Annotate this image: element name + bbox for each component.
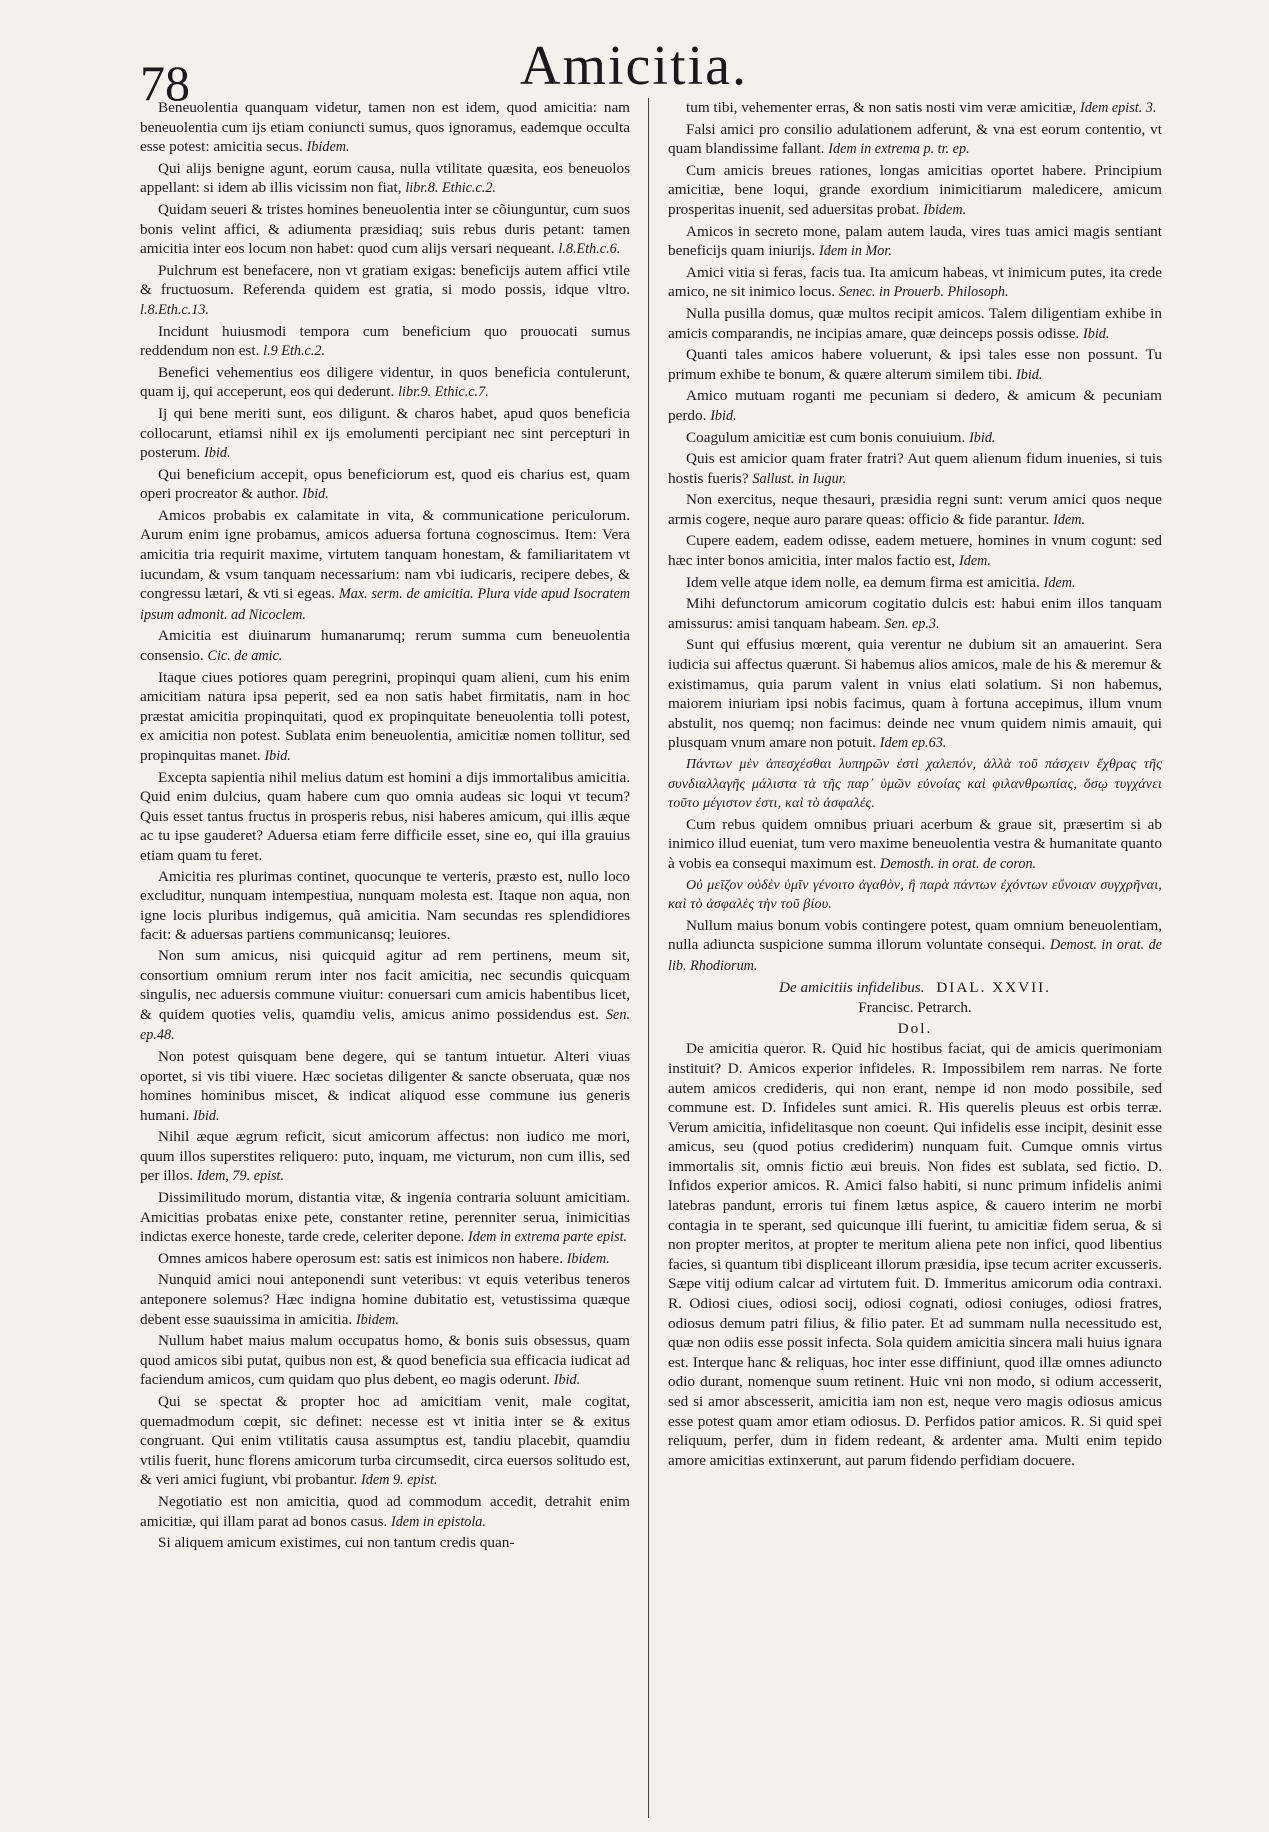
entry-source: Ibid.: [193, 1107, 220, 1124]
page-number: 78: [140, 55, 190, 111]
entry-source: Idem.: [1043, 574, 1076, 591]
entry-paragraph: [140, 867, 630, 945]
entry-text: Amicos in secreto mone, palam autem lauda, vires tuas amici magis sentiant beneficijs quam iniurijs.: [668, 222, 1162, 260]
entry-text: Negotiatio est non amicitia, quod ad commodum accedit, detrahit enim amicitiæ, qui illam parat ad bonos casus.: [140, 1492, 630, 1530]
entry-text: Quis est amicior quam frater fratri? Aut quem alienum fidum inuenies, si tuis hostis fueris?: [668, 450, 1162, 487]
entry-text: Nullum habet maius malum occupatus homo, & bonis suis obsessus, quam quod amicos sibi putat, quibus non est, & quod beneficia sua efficacia iudicat ad faciendum amicos, cum quidam quo plus debent, eo magis oderunt.: [140, 1332, 630, 1389]
entry-paragraph: [140, 1270, 630, 1330]
entry-source: Senec. in Prouerb. Philosoph.: [838, 284, 1009, 301]
entry-paragraph: [140, 1249, 630, 1270]
entry-text: Ij qui bene meriti sunt, eos diligunt. & charos habet, apud quos beneficia collocarunt, etiamsi nihil ex ijs emolumenti percipiant nec sint percepturi in posterum.: [140, 404, 630, 462]
entry-text: Qui alijs benigne agunt, eorum causa, nulla vtilitate quæsita, eos beneuolos appellant: si idem ab illis vicissim non fiat,: [140, 159, 630, 197]
entry-text: Beneuolentia quanquam videtur, tamen non est idem, quod amicitia: nam beneuolentia cum ijs etiam coniuncti sumus, quos ignoramus, eademque occulta esse potest: amicitia secus.: [140, 99, 630, 156]
entry-source: Ibid.: [1016, 366, 1043, 383]
entry-text: Amicitia res plurimas continet, quocunque te verteris, præsto est, nullo loco excluditur, nunquam intempestiua, nunquam molesta est. Itaque non aqua, non igne locis pluribus indigemus, quã amicitia. Nam secundas res splendidiores facit: & aduersas partiens communicansq; leuiores.: [140, 867, 630, 944]
entry-paragraph: [668, 490, 1162, 530]
entry-text: Falsi amici pro consilio adulationem adferunt, & vna est eorum contentio, vt quam blandissime fallant.: [668, 120, 1162, 158]
entry-text: Nunquid amici noui anteponendi sunt veteribus: vt equis veteribus teneros anteponere solemus? Hæc indigna homine dubitatio est, vetustissima quæque debent esse suauissima in amicitia.: [140, 1271, 630, 1328]
entry-text: tum tibi, vehementer erras, & non satis nosti vim veræ amicitiæ,: [686, 99, 1077, 116]
entry-source: Sen. ep.3.: [884, 615, 940, 632]
entry-text: Coagulum amicitiæ est cum bonis conuiuium.: [686, 428, 966, 446]
entry-text: Πάντων μὲν ἀπεσχέσθαι λυπηρῶν ἐστὶ χαλεπόν, ἀλλὰ τοῦ πάσχειν ἔχθρας τῆς συνδιαλλαγῆς μάλιστα τὰ τῆς παρ᾽ ὑμῶν εὐνοίας καὶ φιλανθρωπίας, ὅσῳ τυγχάνει τοῦτο μέγιστον ἐστι, καὶ τὸ ἀσφαλές.: [668, 757, 1162, 812]
entry-text: Idem velle atque idem nolle, ea demum firma est amicitia.: [686, 573, 1040, 591]
entry-source: Ibid.: [1083, 325, 1110, 342]
entry-source: Ibidem.: [355, 1311, 399, 1328]
dialogue-heading: [668, 978, 1162, 998]
entry-text: Cupere eadem, eadem odisse, eadem metuere, homines in vnum cogunt: sed hæc inter bonos amicitia, inter malos factio est,: [668, 532, 1162, 570]
entry-text: Non potest quisquam bene degere, qui se tantum intuetur. Alteri viuas oportet, si vis tibi viuere. Hæc societas diligenter & sancte obseruata, quæ nos homines hominibus miscet, & indicat aliquod esse commune ius generis humani.: [140, 1047, 630, 1124]
entry-paragraph: [140, 668, 630, 767]
dialogue-author: Francisc. Petrarch.: [858, 999, 972, 1017]
entry-source: Ibid.: [204, 445, 231, 462]
right-column: [668, 98, 1162, 1828]
entry-paragraph: [668, 449, 1162, 489]
entry-source: Ibidem.: [923, 201, 967, 218]
entry-source: Idem ep.63.: [879, 735, 947, 752]
entry-paragraph: [140, 626, 630, 666]
entry-source: Ibidem.: [566, 1250, 610, 1267]
entry-source: Ibid.: [710, 407, 737, 424]
entry-source: Ibidem.: [306, 139, 350, 156]
dialogue-body: [668, 1039, 1162, 1470]
entry-text: Amici vitia si feras, facis tua. Ita amicum habeas, vt inimicum putes, ita crede amico, ne sit inimico locus.: [668, 263, 1162, 301]
entry-paragraph: [140, 768, 630, 866]
entry-paragraph: [140, 261, 630, 321]
entry-source: Idem in extrema parte epist.: [468, 1229, 628, 1246]
entry-text: Οὐ μεῖζον οὐδὲν ὑμῖν γένοιτο ἀγαθὸν, ἢ παρὰ πάντων ἐχόντων εὔνοιαν συγχρῆναι, καὶ τὸ ἀσφαλὲς τὴν τοῦ βίου.: [668, 877, 1162, 913]
entry-source: libr.8. Ethic.c.2.: [405, 180, 496, 197]
entry-paragraph: [668, 916, 1162, 977]
entry-paragraph: [668, 815, 1162, 875]
entry-paragraph: [140, 1127, 630, 1187]
entry-text: Cum amicis breues rationes, longas amicitias oportet habere. Principium amicitiæ, bene loqui, grande exordium inimicitiarum maledicere, amicum prosperitas inuenit, sed aduersitas probat.: [668, 161, 1162, 218]
entry-source: libr.9. Ethic.c.7.: [398, 384, 489, 401]
entry-source: Sen. ep.48.: [140, 1006, 630, 1044]
entry-paragraph: [140, 946, 630, 1046]
entry-text: Mihi defunctorum amicorum cogitatio dulcis est: habui enim illos tanquam amissurus: amisi tanquam habeam.: [668, 595, 1162, 632]
right-column-entries: [668, 98, 1162, 977]
entry-text: Nihil æque ægrum reficit, sicut amicorum affectus: non iudico me mori, quum illos superstites reliquero: puto, inquam, me victurum, non cum illis, sed per illos.: [140, 1128, 630, 1185]
entry-paragraph: [140, 1331, 630, 1391]
entry-paragraph: [668, 222, 1162, 262]
entry-paragraph: [668, 531, 1162, 571]
entry-text: Itaque ciues potiores quam peregrini, propinqui quam alieni, cum his enim amicitiam natura ipsa peperit, sed ea non satis habet firmitatis, nam in hoc præstat amicitia propinquitati, quod ex propinquitate beneuolentia tolli potest, ex amicitia non potest. Sublata enim beneuolentia, amicitiæ nomen tollitur, sed propinquitas manet.: [140, 668, 630, 764]
entry-text: Benefici vehementius eos diligere videntur, in quos beneficia contulerunt, quam ij, qui acceperunt, eos qui dederunt.: [140, 363, 630, 401]
entry-text: Amico mutuam roganti me pecuniam si dedero, & amicum & pecuniam perdo.: [668, 387, 1162, 424]
entry-text: Si aliquem amicum existimes, cui non tantum credis quan-: [158, 1534, 515, 1552]
entry-paragraph: [668, 345, 1162, 385]
running-head: Amicitia.: [520, 35, 748, 97]
entry-text: Amicitia est diuinarum humanarumq; rerum summa cum beneuolentia consensio.: [140, 627, 630, 665]
entry-paragraph: [140, 159, 630, 199]
entry-paragraph: [140, 98, 630, 158]
entry-paragraph: [140, 506, 630, 626]
entry-source: Idem in Mor.: [819, 243, 892, 260]
entry-text: Cum rebus quidem omnibus priuari acerbum & graue sit, præsertim si ab inimico illud eueniat, tum vero maxime beneuolentia vestra & humanitate quanto à vobis ea consequi maximum est.: [668, 815, 1162, 872]
entry-paragraph: [668, 755, 1162, 814]
entry-paragraph: [668, 876, 1162, 915]
entry-paragraph: [668, 635, 1162, 754]
entry-text: Excepta sapientia nihil melius datum est homini a dijs immortalibus amicitia. Quid enim dulcius, quam habere cum quo omnia audeas sic loqui vt tecum? Quis esset tantus fructus in prosperis rebus, nisi haberes amicum, qui illis æque ac tu ipse gauderet? Aduersa etiam ferre difficile esset, sine eo, qui illa grauius etiam quam tu feret.: [140, 768, 630, 864]
entry-text: Sunt qui effusius mœrent, quia verentur ne dubium sit an amauerint. Sera iudicia sui affectus quærunt. Si habemus alios amicos, male de his & meremur & existimamus, quia parum valent in vnius elati solatium. Si non habemus, maiorem iniuriam ipsi nobis facimus, quam à fortuna accepimus, illum vnum abstulit, nos quemq; non facimus: deinde nec vnum quidem nimis amauit, qui plusquam vnum amare non potuit.: [668, 636, 1162, 752]
entry-source: Idem epist. 3.: [1079, 100, 1157, 116]
left-column: [140, 98, 630, 1828]
entry-text: Qui se spectat & propter hoc ad amicitiam venit, male cogitat, quemadmodum cœpit, sic definet: necesse est vt initia inter se & exitus congruant. Qui enim vtilitatis causa assumptus est, tandiu placebit, quamdiu vtilis fuerit, hunc florens amicorum turba circumsedit, circa euersos solitudo est, & veri amici fugiunt, vbi probantur.: [140, 1393, 630, 1489]
entry-text: Non sum amicus, nisi quicquid agitur ad rem pertinens, meum sit, consortium omnium rerum inter nos facit amicitia, nec secundis quicquam singulis, nec aduersis commune viuitur: conuersari cum amicis habentibus licet, & quidem quoties velis, quamdiu velis, amicus animo possidendus est.: [140, 946, 630, 1023]
entry-paragraph: [140, 1047, 630, 1126]
column-rule: [648, 98, 649, 1818]
entry-source: Ibid.: [302, 486, 329, 503]
entry-source: Max. serm. de amicitia. Plura vide apud Isocratem ipsum admonit. ad Nicoclem.: [140, 586, 630, 623]
entry-paragraph: [668, 98, 1162, 119]
entry-paragraph: [668, 573, 1162, 594]
entry-source: Demosth. in orat. de coron.: [880, 855, 1037, 872]
entry-paragraph: [668, 263, 1162, 303]
entry-text: Amicos probabis ex calamitate in vita, & communicatione periculorum. Aurum enim igne probamus, amicos aduersa fortuna cognoscimus. Item: Vera amicitia tria requirit maxime, virtutem tanquam honestam, & familiaritatem vt iucundam, & vsum tanquam necessarium: nam vbi iudicaris, recipere debes, & congressu lætari, & vti si egeas.: [140, 506, 630, 603]
entry-source: Ibid.: [264, 748, 291, 764]
entry-source: Idem, 79. epist.: [196, 1168, 285, 1185]
entry-source: Idem in extrema p. tr. ep.: [828, 141, 970, 158]
entry-text: Pulchrum est benefacere, non vt gratiam exigas: beneficijs autem affici vtile & fructuosum. Referenda quidem est gratia, si modo possis, idque vltro.: [140, 261, 630, 299]
dialogue-paragraph: De amicitia queror. R. Quid hic hostibus faciat, qui de amicis querimoniam instituit? D. Amicos experior infideles. R. Impossibilem rem narras. Ne forte autem amicos credideris, qui non erant, nempe id non modo possibile, sed commune est. D. Infideles sunt amici. R. His querelis pleuus est orbis terræ. Verum amicitia, infidelitasque non coeunt. Qui infidelis esse incipit, desinit esse amicus, seu (quod potius crediderim) nunquam fuit. Cumque omnis virtus immortalis sit, omnis fictio æui breuis. Non fides est sublata, sed fictio. D. Infidos experior amicos. R. Amici falso habiti, si nunc primum infidelis animi latebras pandunt, erroris tui finem lætus aspice, & cauero interim ne morbi contagia in te sperant, sed quicunque illi fuerint, tu amicitiæ fidem serua, & si non propter meritos, at propter te meritum aliena pete non infici, quod libentius facies, si quantum tibi displiceant illorum præsidia, ipse tecum acriter excusseris. Sæpe vitij odium calcar ad virtutem fuit. D. Immeritus amicorum odia contraxi. R. Odiosi ciues, odiosi socij, odiosi cognati, odiosi coniuges, odiosi fratres, odiosus demum patri filius, & filio pater. Et ad summam nulla necessitudo est, quæ non odiis esse possit infecta. Sola quidem amicitia sincera mali huius ignara est. Interque hanc & reliquas, hoc inter esse diffiniunt, quod illæ omnes adiuncto odio durant, nomenque suum retinent. Huic vni non modo, si odium accesserit, sed si amor abscesserit, amicitia iam non est, neque vero magis odiosus amicus esse potest quam amor etiam odiosus. D. Perfidos patior amicos. R. Si quid spei reliquum, perfer, dum in fidem redeant, & ardenter ama. Multi enim tepido amore amicitias extinxerunt, aut parum fidendo perfidiam docuere.: [668, 1040, 1162, 1469]
entry-source: Ibid.: [553, 1372, 581, 1389]
entry-source: l.8.Eth.c.6.: [558, 241, 621, 258]
entry-paragraph: [668, 594, 1162, 634]
entry-text: Quidam seueri & tristes homines beneuolentia inter se cõiunguntur, cum suos bonis velint affici, & adiumenta præsidiaq; suis rebus duris petant: tamen amicitia inter eos locum non habet: quod cum alijs versari nequeant.: [140, 200, 630, 258]
entry-paragraph: [668, 386, 1162, 426]
entry-paragraph: [140, 1188, 630, 1248]
entry-paragraph: [140, 1492, 630, 1532]
entry-text: Non exercitus, neque thesauri, præsidia regni sunt: verum amici quos neque armis cogere, neque auro parare queas: officio & fide parantur.: [668, 491, 1162, 528]
entry-paragraph: [668, 304, 1162, 344]
entry-text: Incidunt huiusmodi tempora cum beneficium quo prouocati sumus reddendum non est.: [140, 322, 630, 360]
entry-text: Quanti tales amicos habere voluerunt, & ipsi tales esse non possunt. Tu primum exhibe te bonum, & quære alterum similem tibi.: [668, 346, 1162, 383]
entry-paragraph: [140, 1533, 630, 1553]
entry-text: Qui beneficium accepit, opus beneficiorum est, quod eis charius est, quam operi procreator & author.: [140, 465, 630, 503]
entry-text: Dissimilitudo morum, distantia vitæ, & ingenia contraria soluunt amicitiam. Amicitias probatas enixe pete, constanter retine, perenniter serua, inimicitias indictas exerce honeste, tarde crede, celeriter depone.: [140, 1189, 630, 1246]
entry-source: Idem 9. epist.: [361, 1472, 438, 1489]
dialogue-speaker: Dol.: [897, 1019, 933, 1037]
entry-text: Nulla pusilla domus, quæ multos recipit amicos. Talem diligentiam exhibe in amicis comparandis, ne incipias amare, quæ deinceps possis odisse.: [668, 304, 1162, 342]
entry-text: Omnes amicos habere operosum est: satis est inimicos non habere.: [158, 1249, 563, 1267]
entry-source: Sallust. in Iugur.: [752, 470, 847, 487]
entry-paragraph: [668, 120, 1162, 160]
entry-source: Demost. in orat. de lib. Rhodiorum.: [668, 937, 1162, 974]
dialogue-title: De amicitiis infidelibus.: [778, 978, 925, 996]
entry-source: Ibid.: [969, 429, 996, 446]
entry-paragraph: [140, 200, 630, 260]
entry-source: l.9 Eth.c.2.: [263, 343, 326, 360]
entry-paragraph: [668, 428, 1162, 449]
entry-paragraph: [140, 465, 630, 505]
dialogue-number: DIAL. XXVII.: [936, 978, 1052, 996]
entry-paragraph: [140, 322, 630, 362]
entry-paragraph: [668, 161, 1162, 221]
entry-source: l.8.Eth.c.13.: [140, 301, 209, 318]
entry-source: Cic. de amic.: [207, 648, 283, 665]
entry-source: Idem in epistola.: [390, 1513, 486, 1530]
entry-text: Nullum maius bonum vobis contingere potest, quam omnium beneuolentiam, nulla adiuncta suspicione summa illorum voluntate consequi.: [668, 916, 1162, 954]
entry-source: Idem.: [959, 553, 991, 570]
entry-source: Idem.: [1053, 511, 1086, 528]
entry-paragraph: [140, 363, 630, 403]
entry-paragraph: [140, 1392, 630, 1491]
entry-paragraph: [140, 404, 630, 464]
